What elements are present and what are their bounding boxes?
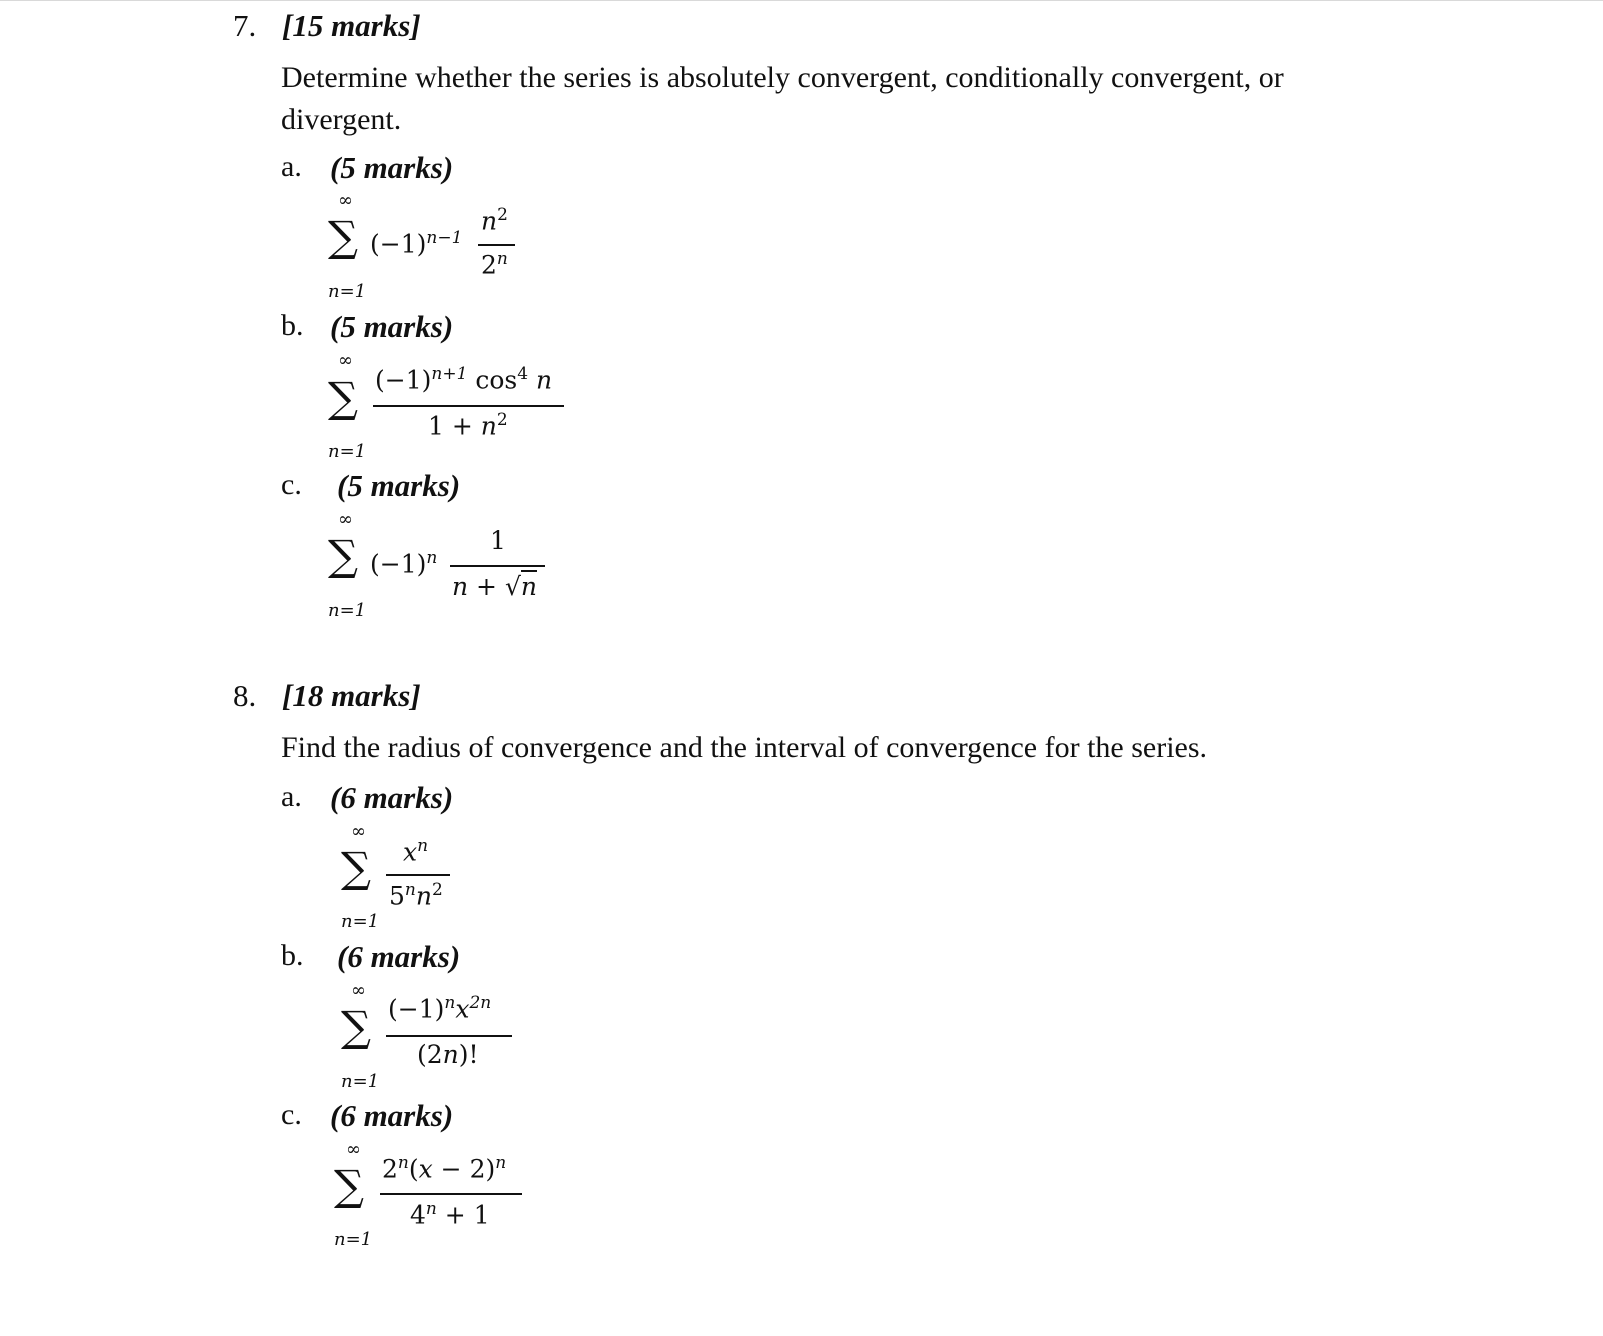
question-7-instruction: Determine whether the series is absolutely convergent, conditionally convergent, or divergent. — [281, 61, 1284, 136]
denominator: n + √n — [452, 572, 537, 601]
question-7-marks: [15 marks] — [282, 8, 421, 43]
part-marks: (5 marks) — [330, 309, 454, 344]
page-top-border — [0, 0, 1603, 1]
part-marks: (5 marks) — [330, 150, 454, 185]
sum-lower-limit: n=1 — [328, 441, 367, 462]
question-7-number: 7. — [233, 8, 257, 43]
numerator: $(-1)^nx^{2n}$ — [388, 993, 492, 1024]
sum-lower-limit: n=1 — [341, 1071, 380, 1092]
part-label: a. — [281, 780, 302, 813]
sum-upper-limit: ∞ — [351, 980, 366, 1001]
sum-lower-limit: n=1 — [328, 600, 367, 621]
question-8-marks: [18 marks] — [282, 678, 421, 713]
sum-upper-limit: ∞ — [338, 190, 353, 211]
fraction-bar — [386, 874, 450, 876]
part-marks: (6 marks) — [337, 939, 461, 974]
denominator: $4^n + 1$ — [410, 1199, 490, 1230]
part-marks: (6 marks) — [330, 1098, 454, 1133]
sum-lower-limit: n=1 — [334, 1229, 373, 1250]
sign-factor: $(-1)^n$ — [370, 548, 438, 579]
numerator: $x^n$ — [403, 836, 429, 867]
sigma-symbol: ∑ — [341, 843, 371, 892]
sigma-symbol: ∑ — [328, 212, 358, 261]
question-8-number: 8. — [233, 678, 257, 713]
sum-upper-limit: ∞ — [338, 350, 353, 371]
numerator: $(-1)^{n+1}$ $\cos^4 n$ — [375, 364, 553, 395]
denominator: (2n)! — [417, 1040, 479, 1069]
fraction-bar — [478, 244, 515, 246]
numerator: $n^2$ — [481, 205, 508, 236]
part-marks: (5 marks) — [337, 468, 461, 503]
sigma-symbol: ∑ — [341, 1002, 371, 1051]
part-label: c. — [281, 468, 302, 501]
fraction-bar — [373, 405, 564, 407]
fraction-bar — [386, 1035, 512, 1037]
denominator: 2$^n$ — [481, 249, 508, 280]
part-label: c. — [281, 1098, 302, 1131]
sigma-symbol: ∑ — [334, 1161, 364, 1210]
fraction-bar — [450, 565, 545, 567]
sign-factor: $(-1)^{n-1}$ — [370, 228, 463, 259]
fraction-bar — [380, 1193, 522, 1195]
sum-lower-limit: n=1 — [328, 281, 367, 302]
sum-upper-limit: ∞ — [338, 509, 353, 530]
question-8-instruction: Find the radius of convergence and the interval of convergence for the series. — [281, 731, 1208, 764]
sigma-symbol: ∑ — [328, 531, 358, 580]
part-label: b. — [281, 939, 304, 972]
part-label: b. — [281, 309, 304, 342]
denominator: $1 + n^2$ — [428, 410, 508, 441]
sum-upper-limit: ∞ — [351, 821, 366, 842]
part-marks: (6 marks) — [330, 780, 454, 815]
sum-upper-limit: ∞ — [346, 1139, 361, 1160]
part-label: a. — [281, 150, 302, 183]
denominator: $5^nn^2$ — [389, 880, 443, 911]
sigma-symbol: ∑ — [328, 373, 358, 422]
numerator: $2^n(x - 2)^n$ — [382, 1153, 507, 1184]
numerator: 1 — [490, 526, 506, 555]
sum-lower-limit: n=1 — [341, 911, 380, 932]
